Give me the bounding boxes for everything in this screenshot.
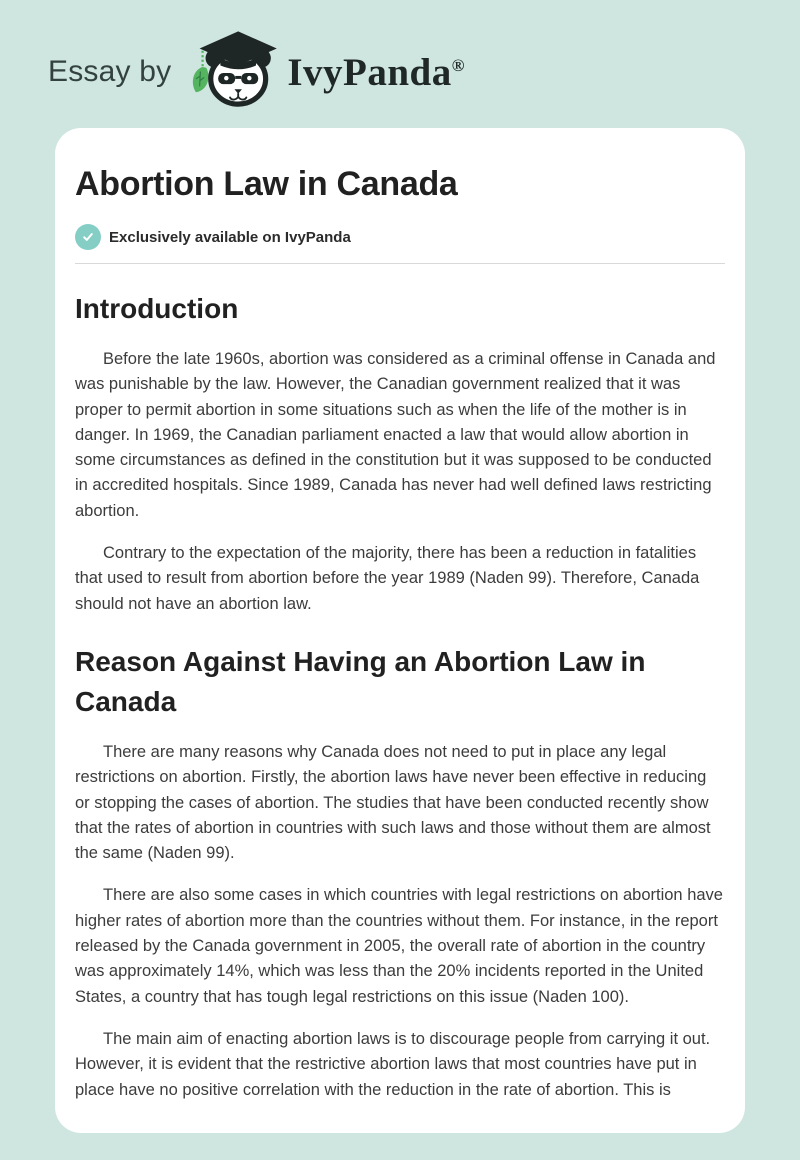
- paragraph: Before the late 1960s, abortion was considered as a criminal offense in Canada and was punishable by the law. However, the Canadian government realized that it was proper to permit abortion in some situations such as when the life of the mother is in danger. In 1969, the Canadian parliament enacted a law that would allow abortion in some circumstances as defined in the constitution but it was supposed to be conducted in accredited hospitals. Since 1989, Canada has never had well defined laws restricting abortion.: [75, 350, 716, 520]
- section-heading-reason: Reason Against Having an Abortion Law in Canada: [75, 645, 646, 717]
- divider: [75, 263, 725, 264]
- paragraph: The main aim of enacting abortion laws is to discourage people from carrying it out. However, it is evident that the restrictive abortion laws that most countries have put in place have no positive correlation with the reduction in the rate of abortion. This is: [75, 1029, 711, 1099]
- badge-label: Exclusively available on IvyPanda: [109, 228, 351, 246]
- essay-card: [55, 128, 745, 1133]
- page-title: Abortion Law in Canada: [75, 165, 458, 203]
- section-heading-introduction: Introduction: [75, 293, 239, 324]
- panda-graduate-icon: [187, 28, 279, 117]
- check-icon: [75, 224, 101, 250]
- brand-wordmark: [287, 50, 465, 95]
- page-header: [0, 0, 800, 118]
- paragraph: There are many reasons why Canada does not need to put in place any legal restrictions on abortion. Firstly, the abortion laws have never been effective in reducing or stopping the cases of abortion. The studies that have been conducted recently show that the rates of abortion in countries with such laws and those without them are almost the same (Naden 99).: [75, 742, 711, 863]
- paragraph: Contrary to the expectation of the majority, there has been a reduction in fatalities that used to result from abortion before the year 1989 (Naden 99). Therefore, Canada should not have an abortion law.: [75, 544, 700, 613]
- exclusive-badge: [75, 224, 725, 250]
- essay-by-label: Essay by: [48, 55, 172, 88]
- ivypanda-logo: [187, 28, 465, 117]
- paragraph: There are also some cases in which countries with legal restrictions on abortion have higher rates of abortion more than the countries without them. For instance, in the report released by the Canada government in 2005, the overall rate of abortion in the country was approximately 14%, which was less than the 20% incidents reported in the United States, a country that has tough legal restrictions on this issue (Naden 100).: [75, 886, 723, 1006]
- brand-name: IvyPanda: [287, 50, 452, 94]
- registered-trademark-symbol: ®: [451, 55, 465, 75]
